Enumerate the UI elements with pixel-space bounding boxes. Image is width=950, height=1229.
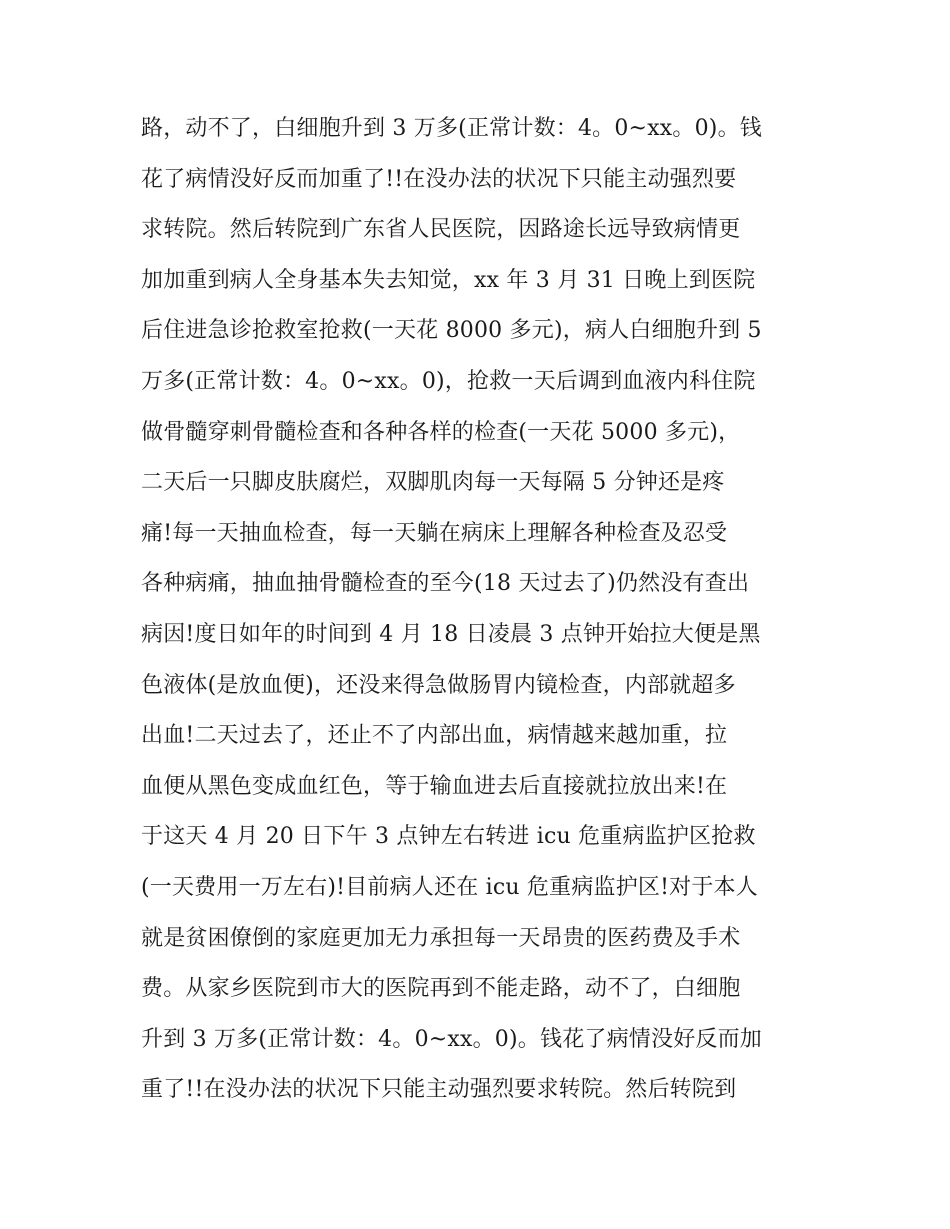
text-line: 加加重到病人全身基本失去知觉，xx 年 3 月 31 日晚上到医院	[141, 267, 756, 293]
text-line: 花了病情没好反而加重了!!在没办法的状况下只能主动强烈要	[141, 166, 737, 192]
text-line: 重了!!在没办法的状况下只能主动强烈要求转院。然后转院到	[141, 1077, 737, 1103]
text-line: 就是贫困僚倒的家庭更加无力承担每一天昂贵的医药费及手术	[141, 925, 741, 951]
text-line: 路，动不了，白细胞升到 3 万多(正常计数：4。0~xx。0)。钱	[141, 116, 762, 141]
body-text	[141, 104, 821, 1116]
text-line: 痛!每一天抽血检查，每一天躺在病床上理解各种检查及忍受	[141, 520, 728, 546]
text-line: 血便从黑色变成血红色，等于输血进去后直接就拉放出来!在	[141, 773, 728, 799]
text-line: 求转院。然后转院到广东省人民医院，因路途长远导致病情更	[141, 217, 741, 243]
text-line: 病因!度日如年的时间到 4 月 18 日凌晨 3 点钟开始拉大便是黑	[141, 621, 761, 647]
text-line: (一天费用一万左右)!目前病人还在 icu 危重病监护区!对于本人	[141, 874, 758, 900]
text-line: 万多(正常计数：4。0~xx。0)，抢救一天后调到血液内科住院	[141, 368, 756, 394]
text-line: 二天后一只脚皮肤腐烂，双脚肌肉每一天每隔 5 分钟还是疼	[141, 470, 725, 496]
text-line: 做骨髓穿刺骨髓检查和各种各样的检查(一天花 5000 多元)，	[141, 419, 741, 445]
text-line: 升到 3 万多(正常计数：4。0~xx。0)。钱花了病情没好反而加	[141, 1026, 762, 1052]
text-line: 出血!二天过去了，还止不了内部出血，病情越来越加重，拉	[141, 723, 728, 749]
text-line: 色液体(是放血便)，还没来得急做肠胃内镜检查，内部就超多	[141, 672, 736, 698]
text-line: 后住进急诊抢救室抢救(一天花 8000 多元)，病人白细胞升到 5	[141, 318, 762, 344]
text-line: 各种病痛，抽血抽骨髓检查的至今(18 天过去了)仍然没有查出	[141, 571, 750, 597]
text-line: 费。从家乡医院到市大的医院再到不能走路，动不了，白细胞	[141, 976, 741, 1002]
text-line: 于这天 4 月 20 日下午 3 点钟左右转进 icu 危重病监护区抢救	[141, 824, 756, 850]
